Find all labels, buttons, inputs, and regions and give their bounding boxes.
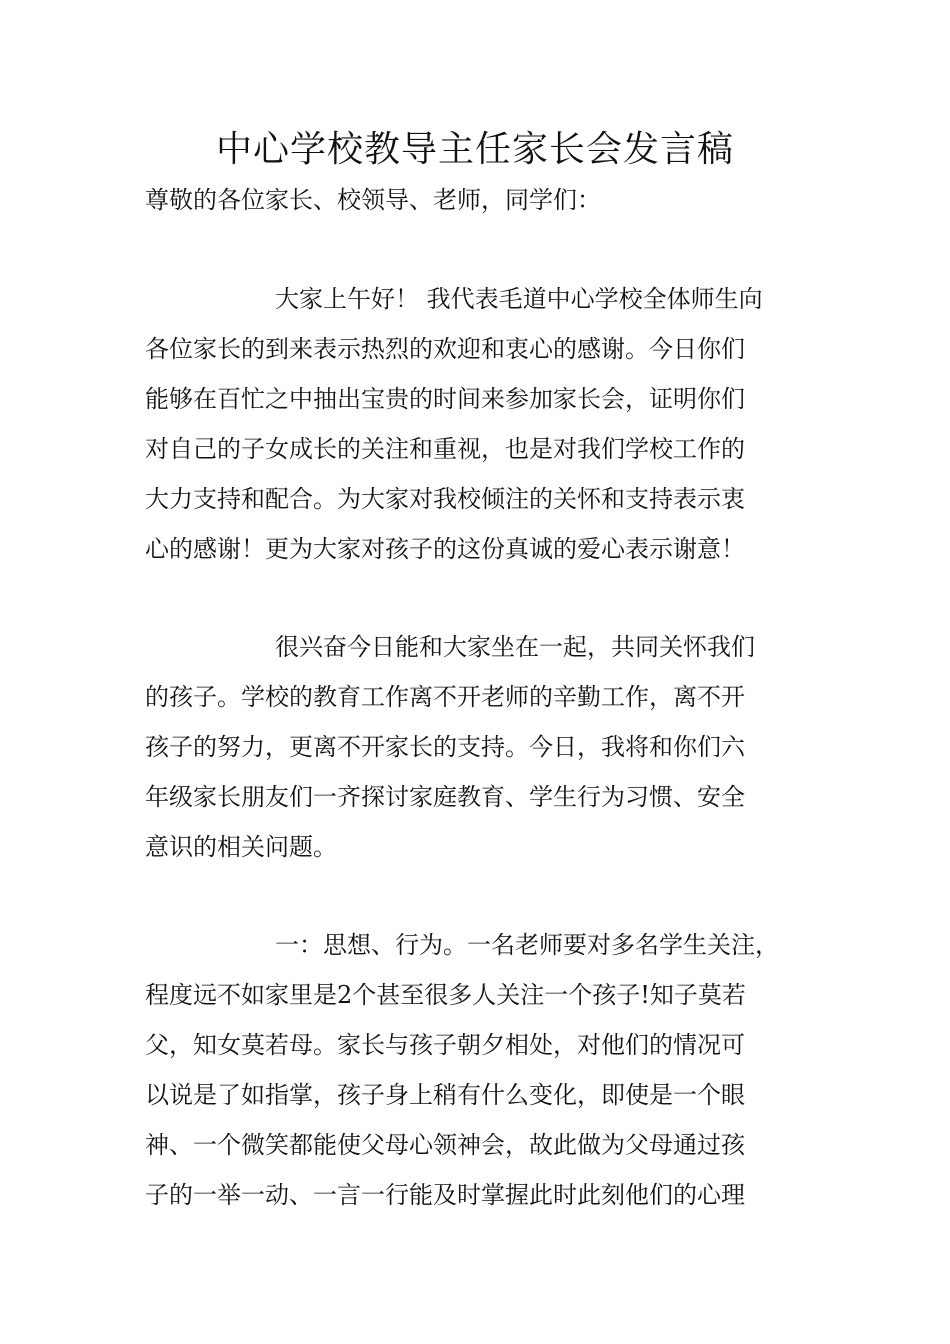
text-line: 对自己的子女成长的关注和重视，也是对我们学校工作的 — [145, 435, 745, 463]
text-line: 的孩子。学校的教育工作离不开老师的辛勤工作，离不开 — [145, 683, 745, 711]
text-line: 大力支持和配合。为大家对我校倾注的关怀和支持表示衷 — [145, 485, 745, 513]
text-line: 各位家长的到来表示热烈的欢迎和衷心的感谢。今日你们 — [145, 335, 745, 363]
text-line: 神、一个微笑都能使父母心领神会，故此做为父母通过孩 — [145, 1131, 745, 1159]
salutation: 尊敬的各位家长、校领导、老师，同学们： — [145, 186, 601, 214]
document-title: 中心学校教导主任家长会发言稿 — [215, 129, 734, 170]
text-line: 子的一举一动、一言一行能及时掌握此时此刻他们的心理 — [145, 1181, 745, 1209]
text-line: 意识的相关问题。 — [145, 833, 337, 861]
text-line: 父，知女莫若母。家长与孩子朝夕相处，对他们的情况可 — [145, 1031, 745, 1059]
text-line: 一：思想、行为。一名老师要对多名学生关注， — [275, 931, 779, 959]
paragraph-opening — [145, 274, 810, 574]
text-line: 年级家长朋友们一齐探讨家庭教育、学生行为习惯、安全 — [145, 783, 745, 811]
text-line: 大家上午好！ 我代表毛道中心学校全体师生向 — [275, 285, 763, 313]
text-line: 能够在百忙之中抽出宝贵的时间来参加家长会，证明你们 — [145, 385, 745, 413]
text-line: 心的感谢！更为大家对孩子的这份真诚的爱心表示谢意！ — [145, 535, 745, 563]
text-line: 很兴奋今日能和大家坐在一起，共同关怀我们 — [275, 633, 755, 661]
text-line: 孩子的努力，更离不开家长的支持。今日，我将和你们六 — [145, 733, 745, 761]
text-line: 程度远不如家里是2个甚至很多人关注一个孩子!知子莫若 — [145, 981, 746, 1009]
paragraph-intro — [145, 622, 810, 872]
text-line: 以说是了如指掌，孩子身上稍有什么变化，即使是一个眼 — [145, 1081, 745, 1109]
paragraph-section-one — [145, 920, 810, 1220]
